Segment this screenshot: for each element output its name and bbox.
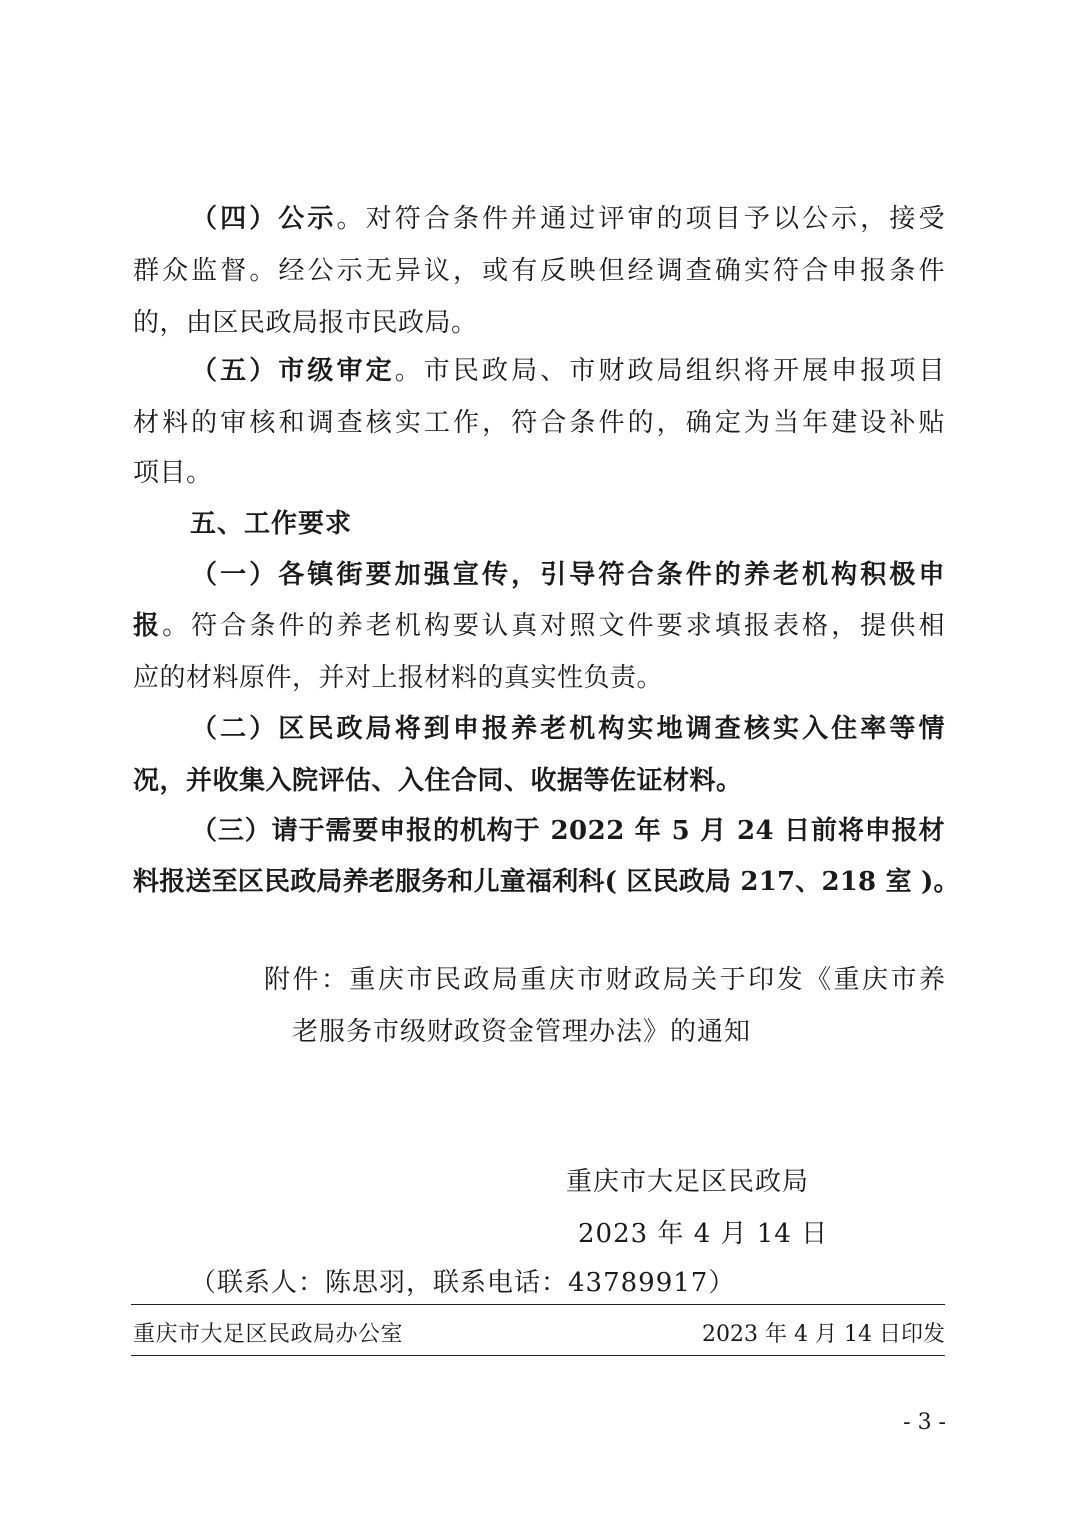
footer-bottom-rule [131,1355,945,1356]
footer-top-rule [131,1304,945,1305]
page-number: - 3 - [903,1410,946,1435]
requirement-1-line-2: 报。符合条件的养老机构要认真对照文件要求填报表格，提供相 [133,611,945,641]
paragraph-5-line-3: 项目。 [133,458,213,488]
paragraph-4-text: 。对符合条件并通过评审的项目予以公示，接受 [336,204,945,234]
paragraph-4-line-3: 的，由区民政局报市民政局。 [133,308,478,338]
section-heading: 五、工作要求 [190,509,353,539]
requirement-1-line-1: （一）各镇街要加强宣传，引导符合条件的养老机构积极申 [191,560,945,590]
paragraph-4-line-2: 群众监督。经公示无异议，或有反映但经调查确实符合申报条件 [133,256,945,286]
signature-date: 2023 年 4 月 14 日 [578,1219,829,1249]
paragraph-5-text: 。市民政局、市财政局组织将开展申报项目 [394,356,945,386]
paragraph-4-line-1 [191,201,945,237]
paragraph-5-line-2: 材料的审核和调查核实工作，符合条件的，确定为当年建设补贴 [133,408,945,438]
requirement-3-line-2: 料报送至区民政局养老服务和儿童福利科( 区民政局 217、218 室 )。 [133,867,960,897]
footer-issuer: 重庆市大足区民政局办公室 [133,1322,404,1347]
attachment-line-1: 附件：重庆市民政局重庆市财政局关于印发《重庆市养 [264,965,945,995]
requirement-3-line-1: （三）请于需要申报的机构于 2022 年 5 月 24 日前将申报材 [191,816,945,846]
paragraph-4-title: （四）公示 [191,204,337,234]
signature-org: 重庆市大足区民政局 [566,1167,810,1197]
footer-issued-date: 2023 年 4 月 14 日印发 [702,1322,945,1347]
requirement-1-line-3: 应的材料原件，并对上报材料的真实性负责。 [133,663,664,693]
paragraph-5-line-1 [191,353,945,389]
attachment-line-2: 老服务市级财政资金管理办法》的通知 [292,1017,752,1047]
requirement-2-line-1: （二）区民政局将到申报养老机构实地调查核实入住率等情 [191,714,945,744]
requirement-2-line-2: 况，并收集入院评估、入住合同、收据等佐证材料。 [133,766,743,796]
contact-line: （联系人：陈思羽，联系电话：43789917） [190,1268,736,1298]
requirement-1-line-2-rest: 。符合条件的养老机构要认真对照文件要求填报表格，提供相 [162,611,945,641]
paragraph-5-title: （五）市级审定 [191,356,395,386]
